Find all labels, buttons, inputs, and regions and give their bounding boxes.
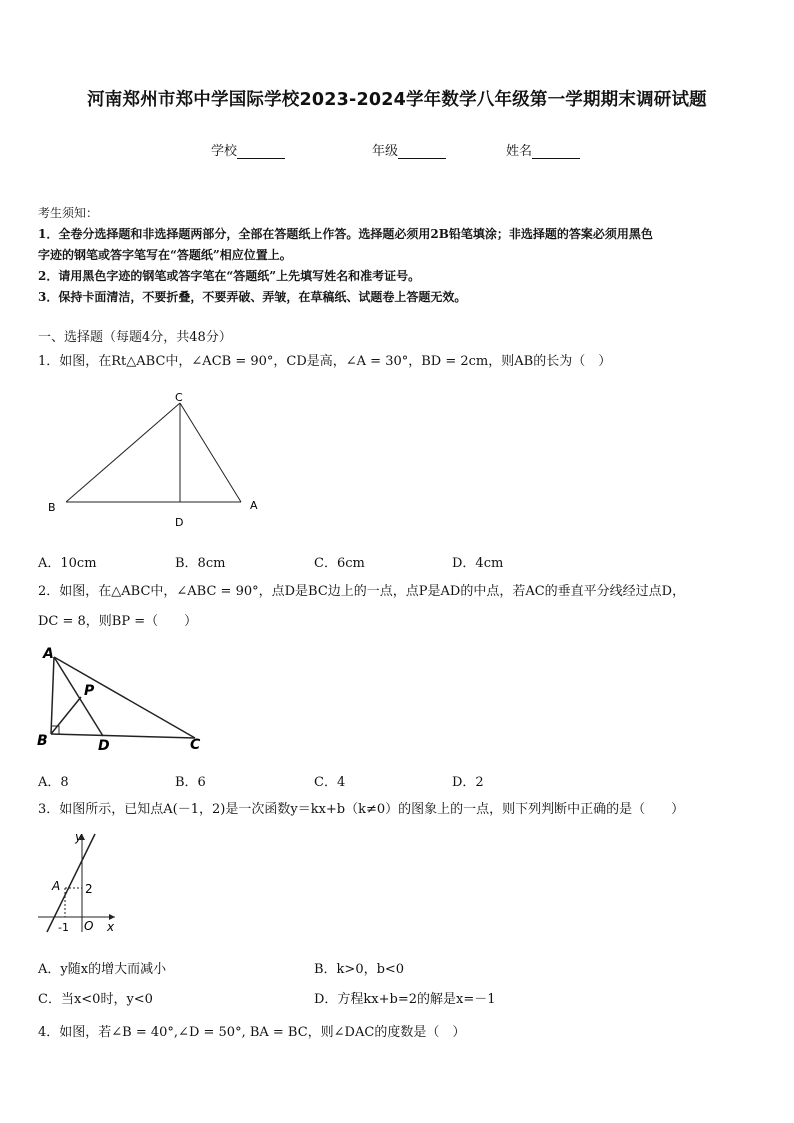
option-d: D．2 [452, 775, 484, 790]
label-b: B [48, 501, 56, 514]
label-p: P [84, 683, 95, 699]
label-a: A [43, 646, 54, 662]
segment-ab [51, 657, 54, 734]
grade-blank [398, 145, 446, 159]
note-item: 字迹的钢笔或答字笔写在“答题纸”相应位置上。 [38, 248, 292, 262]
label-origin: O [84, 919, 94, 933]
question-4-stem: 4．如图，若∠B = 40°,∠D = 50°, BA = BC，则∠DAC的度数是（ ） [38, 1025, 466, 1040]
option-b: B．8cm [175, 556, 226, 571]
name-blank [532, 145, 580, 159]
question-3-figure [35, 828, 130, 938]
question-2-stem: 2．如图，在△ABC中，∠ABC = 90°，点D是BC边上的一点，点P是AD的中点，若AC的垂直平分线经过点D， [38, 584, 686, 599]
label-two: 2 [85, 882, 93, 896]
label-y: y [75, 830, 83, 844]
option-c: C．6cm [314, 556, 365, 571]
grade-field [372, 140, 446, 159]
option-a: A．y随x的增大而减小 [38, 962, 167, 977]
segment-bp [51, 697, 81, 734]
label-c: C [190, 737, 201, 753]
question-1-figure [40, 385, 280, 535]
notes-heading: 考生须知： [38, 206, 99, 220]
option-a: A．8 [38, 775, 69, 790]
segment-ad [54, 657, 103, 736]
option-b: B．k>0，b<0 [314, 962, 405, 977]
question-2-figure [35, 645, 215, 757]
question-1-stem: 1．如图，在Rt△ABC中，∠ACB = 90°，CD是高，∠A = 30°，BD = 2cm，则AB的长为（ ） [38, 354, 612, 369]
note-item: 2．请用黑色字迹的钢笔或答字笔在“答题纸”上先填写姓名和准考证号。 [38, 269, 421, 283]
option-c: C．4 [314, 775, 346, 790]
label-a: A [250, 499, 258, 512]
exam-notes [38, 203, 758, 308]
grade-label: 年级 [372, 144, 399, 159]
school-label: 学校 [211, 144, 238, 159]
option-b: B．6 [175, 775, 206, 790]
note-item: 1．全卷分选择题和非选择题两部分，全部在答题纸上作答。选择题必须用2B铅笔填涂；非选择题的答案必须用黑色 [38, 227, 653, 241]
section-heading: 一、选择题（每题4分，共48分） [38, 330, 232, 345]
option-d: D．方程kx+b=2的解是x=－1 [314, 992, 496, 1007]
label-c: C [175, 391, 183, 404]
option-d: D．4cm [452, 556, 504, 571]
page-title: 河南郑州市郑中学国际学校2023-2024学年数学八年级第一学期期末调研试题 [87, 90, 707, 110]
label-x: x [107, 920, 115, 934]
name-label: 姓名 [506, 144, 533, 159]
school-blank [237, 145, 285, 159]
question-2-stem-cont: DC = 8，则BP =（ ） [38, 614, 198, 629]
question-3-stem: 3．如图所示，已知点A(－1，2)是一次函数y＝kx+b（k≠0）的图象上的一点，则下列判断中正确的是（ ） [38, 802, 685, 817]
option-a: A．10cm [38, 556, 97, 571]
label-d: D [98, 738, 110, 754]
name-field [506, 140, 580, 159]
label-b: B [37, 733, 48, 749]
option-c: C．当x<0时，y<0 [38, 992, 153, 1007]
segment-bc [51, 734, 195, 738]
label-neg-one: -1 [58, 921, 69, 934]
segment-bc [66, 403, 180, 502]
note-item: 3．保持卡面清洁，不要折叠，不要弄破、弄皱，在草稿纸、试题卷上答题无效。 [38, 290, 467, 304]
segment-ac [54, 657, 195, 738]
label-a: A [52, 879, 61, 893]
label-d: D [175, 516, 184, 529]
segment-ca [180, 403, 241, 502]
school-field [211, 140, 285, 159]
